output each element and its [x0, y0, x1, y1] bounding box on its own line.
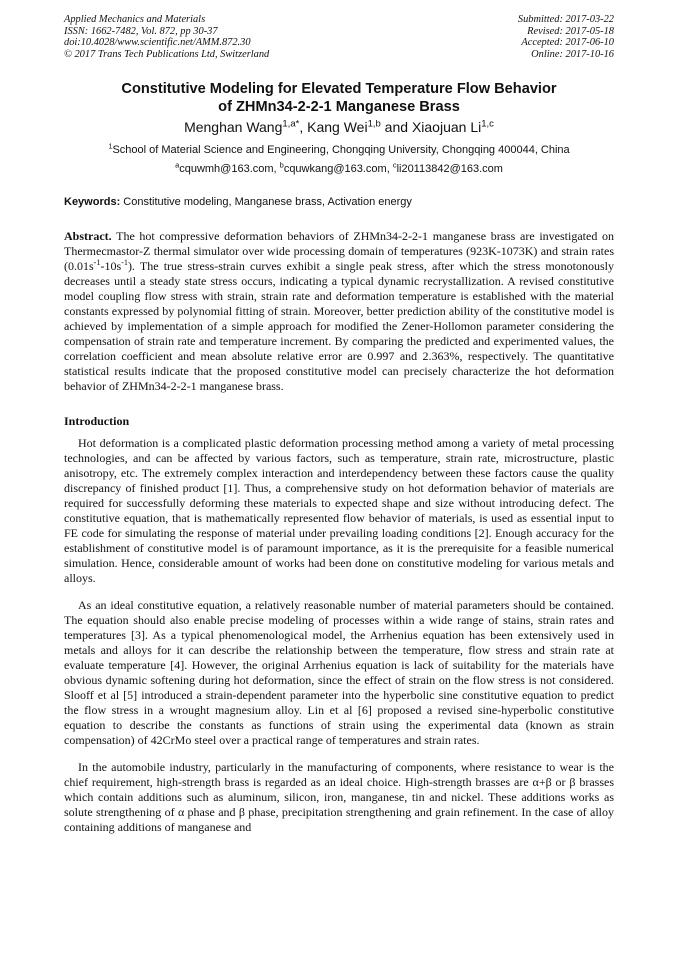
doi: doi:10.4028/www.scientific.net/AMM.872.30 — [64, 37, 251, 49]
intro-paragraph-1: Hot deformation is a complicated plastic deformation processing method among a variety of metal processing technologies, and can be affected by various factors, such as temperature, strain rate, microstructure, plastic anisotropy, etc. The extremely complex interaction and interdependency between these factors cause the quality discrepancy of finished product [1]. Thus, a comprehensive study on hot deformation behavior of materials are required for successfully deforming these materials to expected shape and size without introducing defect. The constitutive equation, that is mathematically represented flow behavior of materials, is used as essential input to FE code for simulating the response of material under prevailing loading conditions [2]. Enough accuracy for the establishment of constitutive model is of paramount importance, as it is the prerequisite for a feasible numerical simulation. Hence, considerable amount of works had been done on constitutive modeling for various metals and alloys. — [64, 436, 614, 586]
affiliation-text: School of Material Science and Engineering, Chongqing University, Chongqing 400044, China — [112, 144, 570, 157]
abstract-text: ). The true stress-strain curves exhibit a single peak stress, after which the stress monotonously decreases until a steady state stress occurs, indicating a typical dynamic recrystallization. A revised constitutive model coupling flow stress with strain, strain rate and deformation temperature is established with the material constants expressed by polynomial fitting of strain. Moreover, better prediction ability of the constitutive model is achieved by implementation of a simple approach for modified the Zener-Hollomon parameter considering the compensation of strain rate and temperature increment. By comparing the predicted and experimented values, the correlation coefficient and mean absolute relative error are 0.997 and 2.363%, respectively. The quantitative statistical results indicate that the proposed constitutive model can precisely characterize the hot deformation behavior of ZHMn34-2-2-1 manganese brass. — [64, 259, 614, 394]
email-sup: c — [392, 160, 397, 170]
author-name: Menghan Wang — [184, 119, 283, 136]
issn: ISSN: 1662-7482, Vol. 872, pp 30-37 — [64, 25, 218, 37]
title-line-1: Constitutive Modeling for Elevated Temperature Flow Behavior — [121, 81, 557, 98]
email-link[interactable]: cquwmh@163.com, — [179, 163, 280, 176]
dates — [518, 14, 614, 60]
journal-name: Applied Mechanics and Materials — [64, 14, 206, 25]
author-sup: 1,a* — [282, 118, 300, 130]
email-sup: b — [279, 160, 284, 170]
keywords-text: Constitutive modeling, Manganese brass, Activation energy — [120, 196, 412, 209]
abstract-sup: -1 — [121, 258, 128, 268]
section-heading-introduction: Introduction — [64, 414, 130, 429]
author-list — [64, 119, 614, 136]
intro-paragraph-2: As an ideal constitutive equation, a relatively reasonable number of material parameters should be contained. The equation should also enable precise modeling of processes within a wide range of stains, strain rates and temperatures [3]. As a typical phenomenological model, the Arrhenius equation has been extensively used in metals and alloys for it can describe the relationship between the temperature, flow stress and strain rate at evaluate temperature [4]. However, the original Arrhenius equation is lack of suitability for the materials have obvious dynamic softening during hot deformation, since the effect of strain on the flow stress is not considered. Slooff et al [5] introduced a strain-dependent parameter into the hyperbolic sine constitutive equation to predict the flow stress in a wrought magnesium alloy. Lin et al [6] proposed a revised sine-hyperbolic constitutive equation to describe the constants as functions of strain using the experimental data (known as strain compensation) of 42CrMo steel over a practical range of temperatures and strain rates. — [64, 598, 614, 748]
abstract-text: -10s — [100, 259, 122, 274]
abstract — [64, 229, 614, 394]
abstract-sup: -1 — [93, 258, 101, 268]
keywords — [64, 195, 614, 209]
copyright: © 2017 Trans Tech Publications Ltd, Switzerland — [64, 48, 270, 60]
email-link[interactable]: li20113842@163.com — [396, 163, 503, 176]
email-list — [64, 162, 614, 176]
paper-title — [64, 80, 614, 116]
email-sup: a — [175, 160, 180, 170]
author-sup: 1,b — [367, 118, 381, 130]
abstract-label: Abstract. — [64, 229, 112, 244]
journal-header — [64, 14, 614, 60]
online-date: Online: 2017-10-16 — [531, 48, 614, 60]
affiliation — [64, 143, 614, 157]
keywords-label: Keywords: — [64, 196, 121, 209]
intro-paragraph-3: In the automobile industry, particularly in the manufacturing of components, where resistance to wear is the chief requirement, high-strength brass is regarded as an ideal choice. High-strength brasses are α+β or β brasses which contain additions such as aluminum, silicon, iron, manganese, tin and nickel. These additions works as solute strengthening of α phase and β phase, precipitation strengthening and grain refinement. In the case of alloy containing additions of manganese and — [64, 760, 614, 835]
revised-date: Revised: 2017-05-18 — [527, 25, 614, 37]
submitted-date: Submitted: 2017-03-22 — [517, 14, 614, 25]
affiliation-sup: 1 — [108, 141, 113, 151]
author-name: Kang Wei — [307, 119, 368, 136]
author-separator: and — [380, 119, 412, 136]
abstract-text: The hot compressive deformation behaviors of ZHMn34-2-2-1 manganese brass are investigated on Thermecmastor-Z thermal simulator over wide processing domain of temperatures (923K-1073K) and strain rates (0.01s — [64, 229, 614, 274]
title-line-2: of ZHMn34-2-2-1 Manganese Brass — [218, 99, 460, 116]
accepted-date: Accepted: 2017-06-10 — [521, 37, 614, 49]
author-name: Xiaojuan Li — [411, 119, 482, 136]
author-separator: , — [299, 119, 308, 136]
email-link[interactable]: cquwkang@163.com, — [283, 163, 393, 176]
journal-info — [64, 14, 269, 60]
author-sup: 1,c — [481, 118, 494, 130]
